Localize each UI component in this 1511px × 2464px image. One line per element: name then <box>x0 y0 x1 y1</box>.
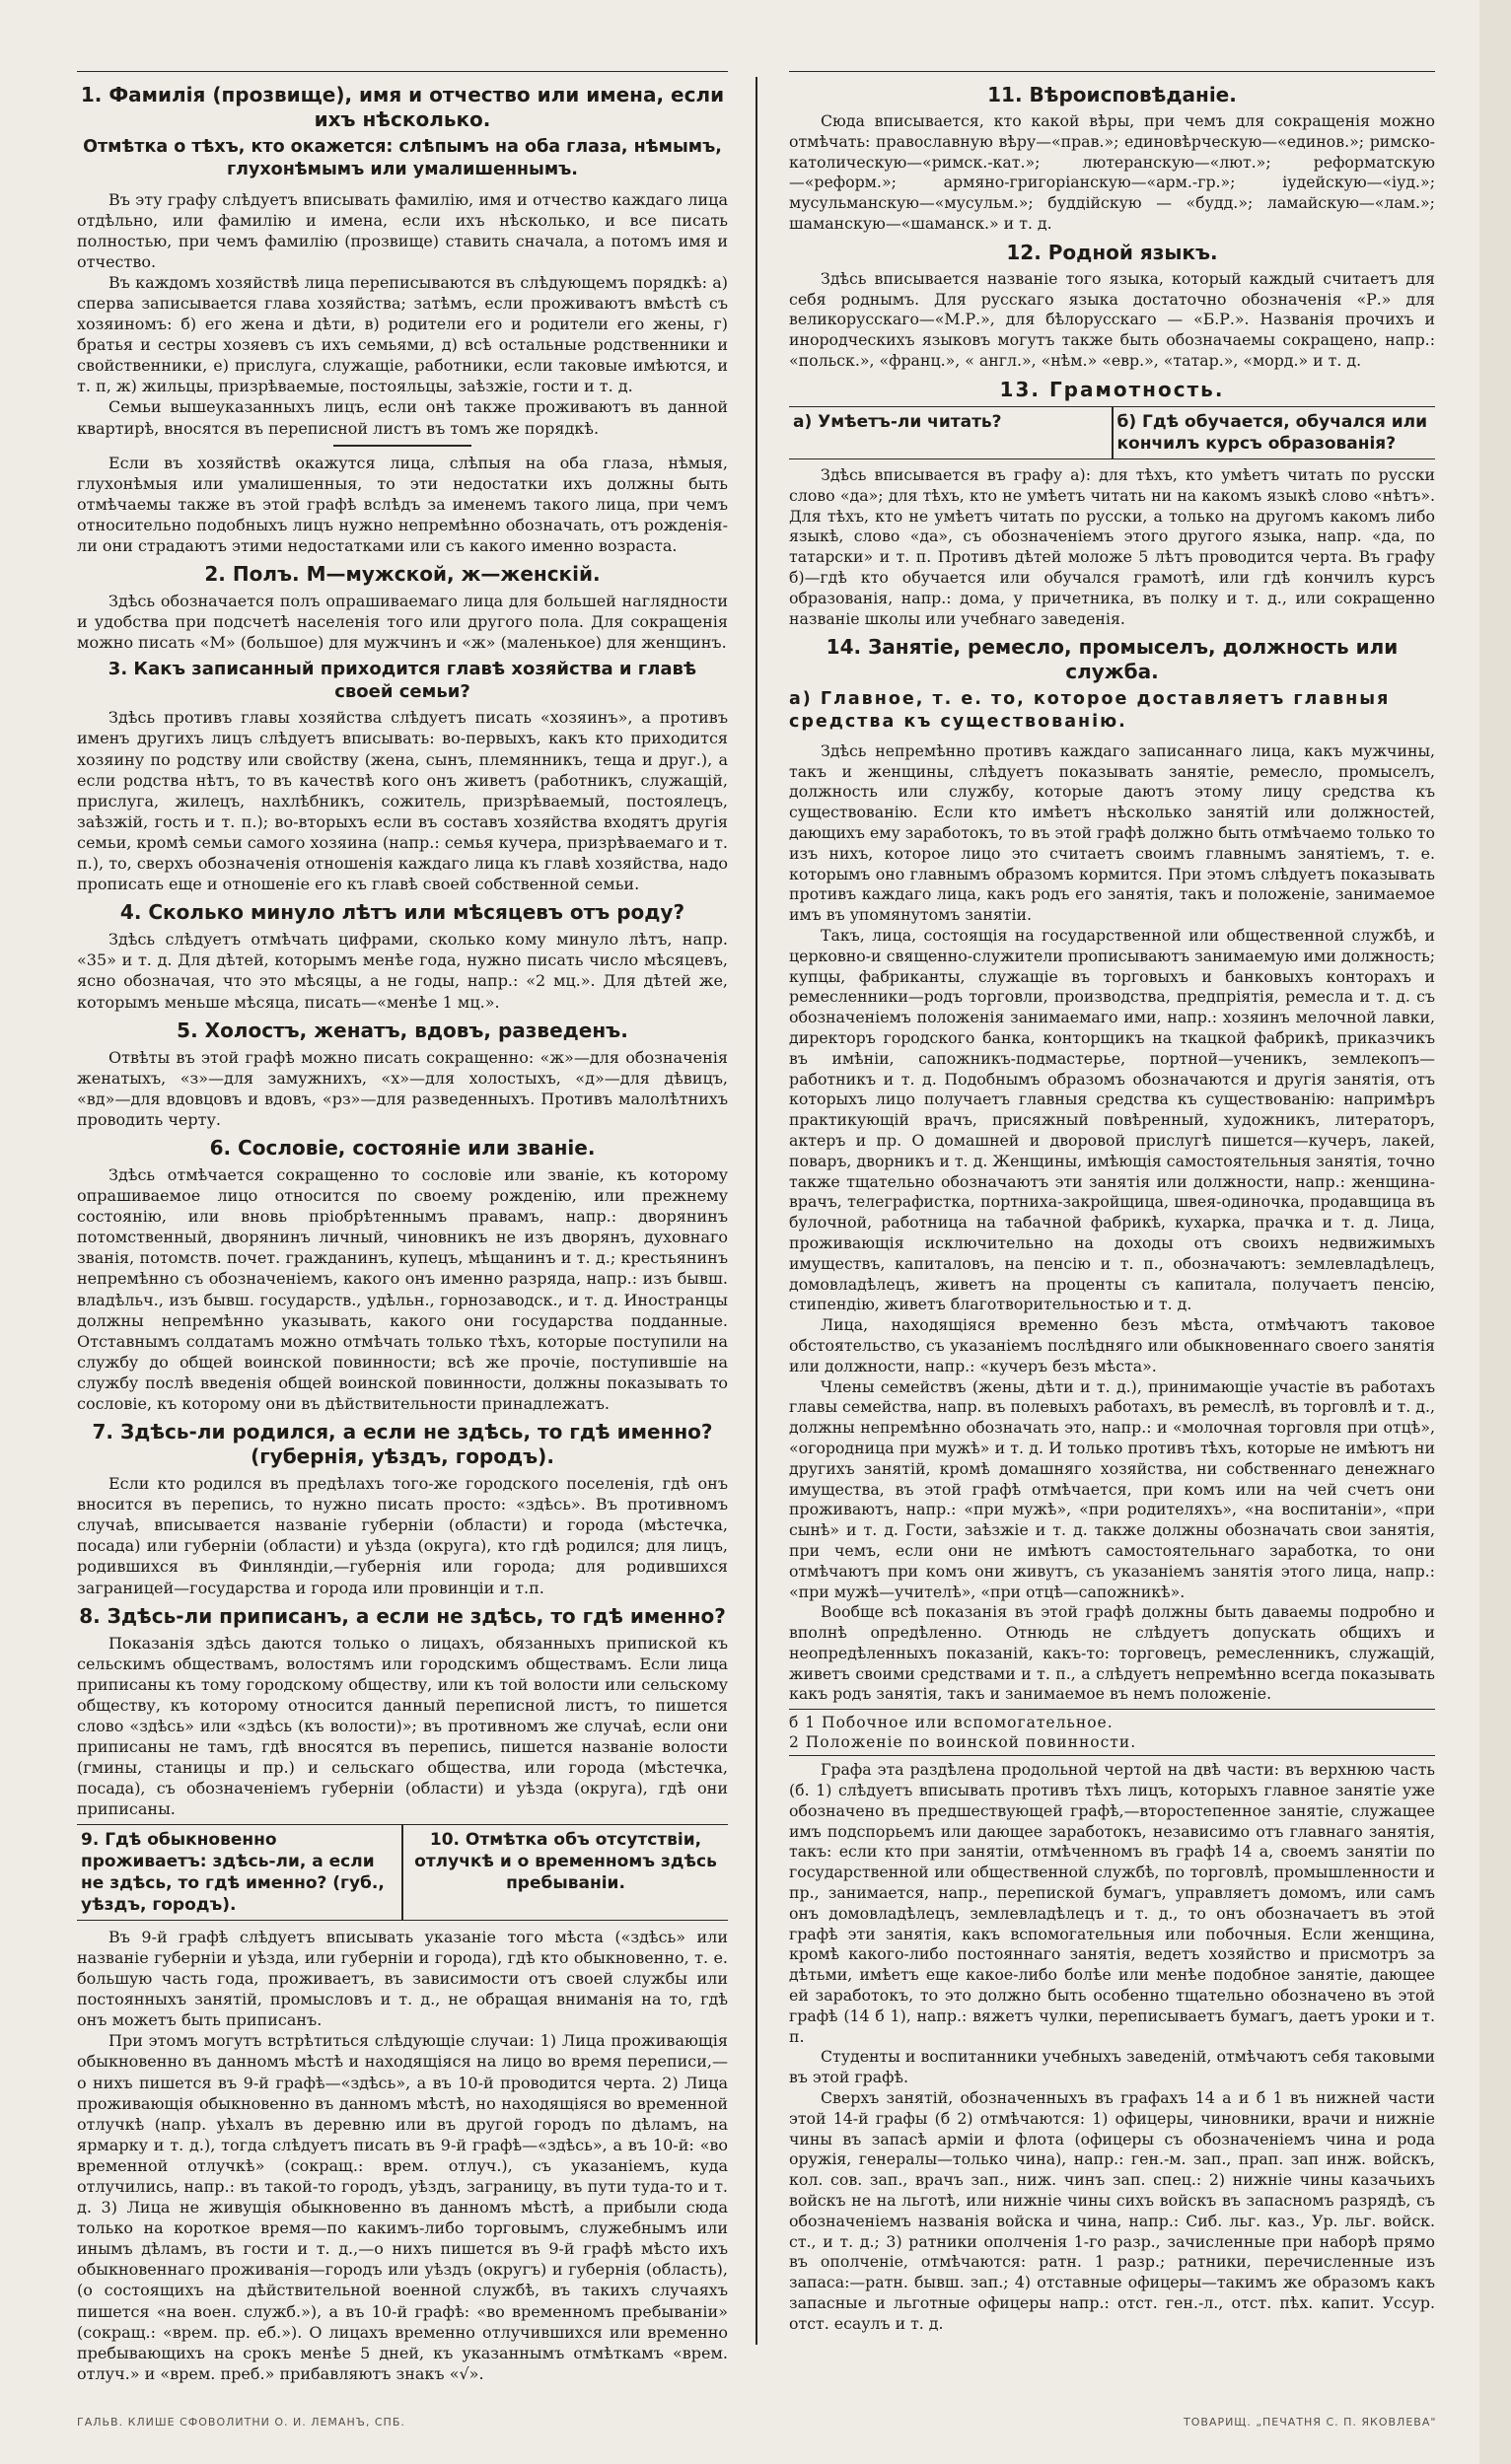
paragraph: Такъ, лица, состоящія на государственной или общественной службѣ, и церковно-и священно-служители прописываютъ занимаемую ими должность; купцы, фабриканты, служащіе въ торговыхъ и банковыхъ конторахъ и ремесленники—родъ торговли, производства, предпріятія, ремесла и т. д. съ обозначеніемъ положенія занимаемаго ими, напр.: хозяинъ мелочной лавки, директоръ городского банка, конторщикъ на ткацкой фабрикѣ, приказчикъ въ имѣніи, сапожникъ-подмастерье, портной—ученикъ, землекопъ—работникъ и т. д. Подобнымъ образомъ обозначаются и другія занятія, отъ которыхъ лицо получаетъ главныя средства къ существованію: напримѣръ практикующій врачъ, присяжный повѣренный, художникъ, литераторъ, актеръ и пр. О домашней и дворовой прислугѣ пишется—кучеръ, лакей, поваръ, дворникъ и т. д. Женщины, имѣющія самостоятельныя занятія, точно также тщательно обозначаютъ эти занятія или должности, напр.: женщина-врачъ, телеграфистка, портниха-закройщица, швея-одиночка, продавщица въ булочной, работница на табачной фабрикѣ, кухарка, прачка и т. д. Лица, проживающія исключительно на доходы отъ своихъ недвижимыхъ имуществъ, капиталовъ, на пенсію и т. п., обозначаютъ: землевладѣлецъ, домовладѣлецъ, живетъ на проценты съ капитала, получаетъ пенсію, стипендію, живетъ благотворительностью и т. д. <box>789 926 1435 1314</box>
section-1-heading: 1. Фамилія (прозвище), имя и отчество или имена, если ихъ нѣсколько. <box>80 83 725 131</box>
section-9-cell <box>77 1825 401 1920</box>
sections-9-10-header <box>77 1824 728 1921</box>
section-6-heading: 6. Сословіе, состояніе или званіе. <box>209 1135 596 1160</box>
column-divider <box>756 77 757 2345</box>
section-8-heading: 8. Здѣсь-ли приписанъ, а если не здѣсь, то гдѣ именно? <box>79 1603 726 1628</box>
paragraph: Если въ хозяйствѣ окажутся лица, слѣпыя на оба глаза, нѣмыя, глухонѣмыя или умалишенныя, то эти недостатки ихъ должны быть отмѣчаемы также въ этой графѣ вслѣдъ за именемъ такого лица, при чемъ относительно подобныхъ лицъ нужно непремѣнно обозначать, отъ рожденія-ли они страдаютъ этими недостатками или съ какого именно возраста. <box>77 453 728 555</box>
section-13a-heading: а) Умѣетъ-ли читать? <box>793 411 1002 432</box>
section-13b-cell <box>1112 407 1436 458</box>
separator <box>333 445 471 447</box>
paragraph: Здѣсь противъ главы хозяйства слѣдуетъ писать «хозяинъ», а противъ именъ другихъ лицъ слѣдуетъ вписывать: во-первыхъ, какъ кто приходится хозяину по родству или свойству (жена, сынъ, племянникъ, теща и друг.), а если родства нѣтъ, то въ качествѣ кого онъ живетъ (работникъ, служащій, прислуга, жилецъ, нахлѣбникъ, сожитель, призрѣваемый, постоялецъ, заѣзжій, гость и т. п.); во-вторыхъ если въ составъ хозяйства входятъ другія семьи, кромѣ семьи самого хозяина (напр.: семья кучера, призрѣваемаго и т. п.), то, сверхъ обозначенія отношенія каждаго лица къ главѣ хозяйства, надо прописать еще и отношеніе его къ главѣ своей собственной семьи. <box>77 708 728 894</box>
paragraph: Графа эта раздѣлена продольной чертой на двѣ части: въ верхнюю часть (б. 1) слѣдуетъ вписывать противъ тѣхъ лицъ, которыхъ главное занятіе уже обозначено въ предшествующей графѣ,—второстепенное занятіе, служащее имъ подспорьемъ или дающее заработокъ, независимо отъ главнаго занятія, такъ: если кто при занятіи, отмѣченномъ въ графѣ 14 а, своемъ занятіи по государственной или общественной службѣ, по торговлѣ, промышленности и пр., занимается, напр., перепиской бумагъ, управляетъ домомъ, или самъ онъ домовладѣлецъ, землевладѣлецъ и т. д., то онъ обозначаетъ въ этой графѣ эти занятія, какъ вспомогательныя или побочныя. Если женщина, кромѣ какого-либо постояннаго занятія, ведетъ хозяйство и присмотръ за дѣтьми, имѣетъ еще какое-либо болѣе или менѣе подобное занятіе, дающее ей заработокъ, то это должно быть особенно тщательно обозначено въ этой графѣ (14 б 1), напр.: вяжетъ чулки, переписываетъ бумагъ, даетъ уроки и т. п. <box>789 1760 1435 2046</box>
section-14-heading: 14. Занятіе, ремесло, промыселъ, должность или служба. <box>826 635 1399 684</box>
paragraph: Вообще всѣ показанія въ этой графѣ должны быть даваемы подробно и вполнѣ опредѣленно. Отнюдь не слѣдуетъ допускать общихъ и неопредѣленныхъ показаній, какъ-то: торговецъ, ремесленникъ, служащій, живетъ своими средствами и т. п., а слѣдуетъ непремѣнно всегда показывать какъ родъ занятія, такъ и занимаемое въ немъ положеніе. <box>789 1602 1435 1704</box>
printer-credit-right: ТОВАРИЩ. „ПЕЧАТНЯ С. П. ЯКОВЛЕВА" <box>1184 2416 1437 2429</box>
section-14a-heading: а) Главное, т. е. то, которое доставляетъ главныя средства къ существованію. <box>789 689 1391 733</box>
section-13-subheader <box>789 406 1435 459</box>
section-12-heading: 12. Родной языкъ. <box>1006 240 1218 264</box>
section-10-cell <box>401 1825 728 1920</box>
paragraph: Семьи вышеуказанныхъ лицъ, если онѣ также проживаютъ въ данной квартирѣ, вносятся въ переписной листъ въ томъ же порядкѣ. <box>77 397 728 438</box>
left-column <box>77 77 728 2404</box>
paragraph: При этомъ могутъ встрѣтиться слѣдующіе случаи: 1) Лица проживающія обыкновенно въ данномъ мѣстѣ и находящіяся на лицо во время переписи,—о нихъ пишется въ 9-й графѣ—«здѣсь», а въ 10-й проводится черта. 2) Лица проживающія обыкновенно въ данномъ мѣстѣ, но находящіяся во временной отлучкѣ (напр. уѣхалъ въ деревню или въ другой городъ по дѣламъ, на ярмарку и т. д.), тогда слѣдуетъ писать въ 9-й графѣ—«здѣсь», а въ 10-й: «во временной отлучкѣ» (сокращ.: врем. отлуч.), съ указаніемъ, куда отлучились, напр.: въ такой-то городъ, уѣздъ, заграницу, въ пути туда-то и т. д. 3) Лица не живущія обыкновенно въ данномъ мѣстѣ, а прибыли сюда только на короткое время—по какимъ-либо торговымъ, служебнымъ или инымъ дѣламъ, въ гости и т. д.,—о нихъ пишется въ 9-й графѣ мѣсто ихъ обыкновеннаго проживанія—городъ или уѣздъ (округъ) и губернія (область), (о состоящихъ на дѣйствительной военной службѣ, въ такихъ случаяхъ пишется «на воен. служб.»), а въ 10-й графѣ: «во временномъ пребываніи» (сокращ.: «врем. пр. еб.»). О лицахъ временно отлучившихся или временно пребывающихъ на срокъ менѣе 5 дней, къ указаннымъ отмѣткамъ «врем. отлуч.» и «врем. преб.» прибавляютъ знакъ «√». <box>77 2031 728 2383</box>
section-4-heading: 4. Сколько минуло лѣтъ или мѣсяцевъ отъ роду? <box>119 900 685 925</box>
paragraph: Сюда вписывается, кто какой вѣры, при чемъ для сокращенія можно отмѣчать: православную вѣру—«прав.»; единовѣрческую—«единов.»; римско-католическую—«римск.-кат.»; лютеранскую—«лют.»; реформатскую—«реформ.»; армяно-григоріанскую—«арм.-гр.»; іудейскую—«іуд.»; мусульманскую—«мусульм.»; буддійскую — «будд.»; ламайскую—«лам.»; шаманскую—«шаманск.» и т. д. <box>789 111 1435 233</box>
section-13-heading: 13. Грамотность. <box>999 377 1225 401</box>
paragraph: Здѣсь вписывается названіе того языка, который каждый считаетъ для себя роднымъ. Для русскаго языка достаточно обозначенія «Р.» для великорусскаго—«М.Р.», для бѣлорусскаго — «Б.Р.». Названія прочихъ и инородческихъ языковъ могутъ также быть обозначаемы сокращено, напр.: «польск.», «франц.», « англ.», «нѣм.» «евр.», «татар.», «морд.» и т. д. <box>789 268 1435 370</box>
printer-credit-left: ГАЛЬВ. КЛИШЕ СФОВОЛИТНИ О. И. ЛЕМАНЪ, СПБ. <box>77 2416 405 2429</box>
top-rule-right <box>789 71 1435 72</box>
section-14b2-heading: 2 Положеніе по воинской повинности. <box>789 1733 1137 1752</box>
paragraph: Лица, находящіяся временно безъ мѣста, отмѣчаютъ таковое обстоятельство, съ указаніемъ послѣдняго или обыкновеннаго своего занятія или должности, напр.: «кучеръ безъ мѣста». <box>789 1315 1435 1375</box>
paragraph: Здѣсь слѣдуетъ отмѣчать цифрами, сколько кому минуло лѣтъ, напр. «35» и т. д. Для дѣтей, которымъ менѣе года, нужно писать число мѣсяцевъ, ясно обозначая, что это мѣсяцы, а не годы, напр.: «2 мц.». Для дѣтей же, которымъ меньше мѣсяца, писать—«менѣе 1 мц.». <box>77 930 728 1012</box>
paragraph: Отвѣты въ этой графѣ можно писать сокращенно: «ж»—для обозначенія женатыхъ, «з»—для замужнихъ, «х»—для холостыхъ, «д»—для дѣвицъ, «вд»—для вдовцовъ и вдовъ, «рз»—для разведенныхъ. Противъ малолѣтнихъ проводить черту. <box>77 1047 728 1129</box>
section-9-heading: 9. Гдѣ обыкновенно проживаетъ: здѣсь-ли, а если не здѣсь, то гдѣ именно? (губ., уѣздъ, городъ). <box>81 1829 385 1915</box>
section-5-heading: 5. Холостъ, женатъ, вдовъ, разведенъ. <box>177 1018 628 1042</box>
paragraph: Въ каждомъ хозяйствѣ лица переписываются въ слѣдующемъ порядкѣ: а) сперва записывается глава хозяйства; затѣмъ, если проживаютъ вмѣстѣ съ хозяиномъ: б) его жена и дѣти, в) родители его и родители его жены, г) братья и сестры хозяевъ съ ихъ семьями, д) всѣ остальные родственники и свойственники, е) прислуга, служащіе, работники, если таковые имѣются, и т. п, ж) жильцы, призрѣваемые, постояльцы, заѣзжіе, гости и т. д. <box>77 272 728 396</box>
section-11-heading: 11. Вѣроисповѣданіе. <box>987 83 1237 106</box>
paragraph: Члены семействъ (жены, дѣти и т. д.), принимающіе участіе въ работахъ главы семейства, напр. въ полевыхъ работахъ, въ ремеслѣ, въ торговлѣ и т. д., должны непремѣнно обозначать это, напр.: и «молочная торговля при отцѣ», «огородница при мужѣ» и т. д. И только противъ тѣхъ, которые не имѣютъ ни другихъ занятій, кромѣ домашняго хозяйства, ни собственнаго денежнаго имущества, въ этой графѣ отмѣчается, при комъ или на чей счетъ они проживаютъ, напр.: «при мужѣ», «при родителяхъ», «на воспитаніи», «при сынѣ» и т. д. Гости, заѣзжіе и т. д. также должны обозначать свои занятія, при чемъ, если они не имѣютъ самостоятельнаго заработка, то они отмѣчаютъ при комъ они живутъ, съ указаніемъ занятія этого лица, напр.: «при мужѣ—учителѣ», «при отцѣ—сапожникѣ». <box>789 1376 1435 1601</box>
paragraph: Сверхъ занятій, обозначенныхъ въ графахъ 14 а и б 1 въ нижней части этой 14-й графы (б 2) отмѣчаются: 1) офицеры, чиновники, врачи и нижніе чины въ запасѣ армiи и флота (офицеры съ обозначеніемъ чина и рода оружія, генералы—только чина), напр.: ген.-м. зап., прап. зап инж. войскъ, кол. сов. зап., врачъ зап., ниж. чинъ зап. спец.: 2) нижніе чины казачьихъ войскъ не на льготѣ, или нижніе чины сихъ войскъ въ запасномъ разрядѣ, съ обозначеніемъ названія войска и чина, напр.: Сиб. льг. каз., Ур. льг. войск. ст., и т. д.; 3) ратники ополченія 1-го разр., зачисленные при наборѣ прямо въ ополченіе, отмѣчаются: ратн. 1 разр.; ратники, перечисленные изъ запаса:—ратн. бывш. зап.; 4) отставные офицеры—такимъ же образомъ какъ запасные и льготные офицеры напр.: отст. ген.-л., отст. пѣх. капит. Уссур. отст. есаулъ и т. д. <box>789 2088 1435 2333</box>
paragraph: Здѣсь обозначается полъ опрашиваемаго лица для большей наглядности и удобства при подсчетѣ населенія того или другого пола. Для сокращенія можно писать «М» (большое) для мужчинъ и «ж» (маленькое) для женщинъ. <box>77 592 728 653</box>
paragraph: Въ 9-й графѣ слѣдуетъ вписывать указаніе того мѣста («здѣсь» или названіе губерніи и уѣзда, или губерніи и города), гдѣ кто обыкновенно, т. е. большую часть года, проживаетъ, въ зависимости отъ своей службы или постоянныхъ занятій, промысловъ и т. д., не обращая вниманія на то, гдѣ онъ можетъ быть приписанъ. <box>77 1927 728 2030</box>
section-1-note-heading: Отмѣтка о тѣхъ, кто окажется: слѣпымъ на оба глаза, нѣмымъ, глухонѣмымъ или умалишеннымъ. <box>83 137 722 179</box>
paragraph: Показанія здѣсь даются только о лицахъ, обязанныхъ припиской къ сельскимъ обществамъ, волостямъ или городскимъ обществамъ. Если лица приписаны къ тому городскому обществу, или къ той волости или сельскому обществу, къ которому относится данный переписной листъ, то пишется слово «здѣсь» или «здѣсь (къ волости)»; въ противномъ же случаѣ, если они приписаны не тамъ, гдѣ вносятся въ перепись, пишется названіе волости (гмины, станицы и пр.) и сельскаго общества, или города (мѣстечка, посада), съ обозначеніемъ губерніи (области) и уѣзда (округа), гдѣ они приписаны. <box>77 1633 728 1819</box>
top-rule-left <box>77 71 728 72</box>
paragraph: Студенты и воспитанники учебныхъ заведеній, отмѣчаютъ себя таковыми въ этой графѣ. <box>789 2047 1435 2087</box>
section-10-heading: 10. Отмѣтка объ отсутствіи, отлучкѣ и о временномъ здѣсь пребываніи. <box>414 1829 717 1893</box>
right-column <box>789 77 1435 2335</box>
section-14b1-heading: б 1 Побочное или вспомогательное. <box>789 1714 1114 1732</box>
paragraph: Если кто родился въ предѣлахъ того-же городского поселенія, гдѣ онъ вносится въ перепись, то нужно писать просто: «здѣсь». Въ противномъ случаѣ, вписывается названіе губерніи (области) и города (мѣстечка, посада) или губерніи (области) и уѣзда (округа), кто гдѣ родился; для лицъ, родившихся въ Финляндіи,—губернія или города; для родившихся заграницей—государства и города или провинціи и т.п. <box>77 1474 728 1597</box>
section-2-heading: 2. Полъ. М—мужской, ж—женскій. <box>204 562 601 587</box>
paragraph: Въ эту графу слѣдуетъ вписывать фамилію, имя и отчество каждаго лица отдѣльно, или фамилію и имена, если ихъ нѣсколько, и все писать полностью, при чемъ фамилію (прозвище) ставить сначала, а потомъ имя и отчество. <box>77 189 728 271</box>
page-edge <box>1479 0 1511 2464</box>
section-3-heading: 3. Какъ записанный приходится главѣ хозяйства и главѣ своей семьи? <box>108 659 697 702</box>
section-13a-cell <box>789 407 1112 458</box>
paragraph: Здѣсь вписывается въ графу а): для тѣхъ, кто умѣетъ читать по русски слово «да»; для тѣхъ, кто не умѣетъ читать ни на какомъ языкѣ слово «нѣтъ». Для тѣхъ, кто не умѣетъ читать по русски, а только на другомъ какомъ либо языкѣ, слово «да», съ обозначеніемъ этого другого языка, напр. «да, по татарски» и т. п. Противъ дѣтей моложе 5 лѣтъ проводится черта. Въ графу б)—гдѣ кто обучается или обучался грамотѣ, или гдѣ кончилъ курсъ образованія, напр.: дома, у причетника, въ полку и т. д., или сокращенно названіе школы или учебнаго заведенія. <box>789 464 1435 628</box>
section-7-heading: 7. Здѣсь-ли родился, а если не здѣсь, то гдѣ именно? (губернія, уѣздъ, городъ). <box>92 1420 713 1469</box>
paragraph: Здѣсь непремѣнно противъ каждаго записаннаго лица, какъ мужчины, такъ и женщины, слѣдуетъ показывать занятіе, ремесло, промыселъ, должность или службу, которые даютъ этому лицу средства къ существованію. Если кто имѣетъ нѣсколько занятій или должностей, дающихъ ему заработокъ, то въ этой графѣ должно быть отмѣчаемо только то изъ нихъ, которое лицо это считаетъ своимъ главнымъ занятіемъ, т. е. которымъ оно главнымъ образомъ кормится. При этомъ слѣдуетъ показывать противъ каждаго лица, какъ родъ его занятія, такъ и положеніе, занимаемое имъ въ упомянутомъ занятіи. <box>789 740 1435 925</box>
section-13b-heading: б) Гдѣ обучается, обучался или кончилъ курсъ образованія? <box>1116 411 1427 454</box>
paragraph: Здѣсь отмѣчается сокращенно то сословіе или званіе, къ которому опрашиваемое лицо относится по своему рожденію, или прежнему состоянію, или вновь пріобрѣтеннымъ правамъ, напр.: дворянинъ потомственный, дворянинъ личный, чиновникъ не изъ дворянъ, духовнаго званія, потомств. почет. гражданинъ, купецъ, мѣщанинъ и т. д.; крестьянинъ непремѣнно съ обозначеніемъ, какого онъ именно разряда, напр.: изъ бывш. владѣльч., изъ бывш. государств., удѣльн., горнозаводск., и т. д. Иностранцы должны непремѣнно указывать, какого они государства подданные. Отставнымъ солдатамъ можно отмѣчать только тѣхъ, которые поступили на службу до общей воинской повинности; всѣ же прочіе, поступившіе на службу послѣ введенія общей воинской повинности, должны показывать то сословіе, къ которому они въ дѣйствительности принадлежатъ. <box>77 1164 728 1413</box>
section-14b-subheader <box>789 1709 1435 1756</box>
